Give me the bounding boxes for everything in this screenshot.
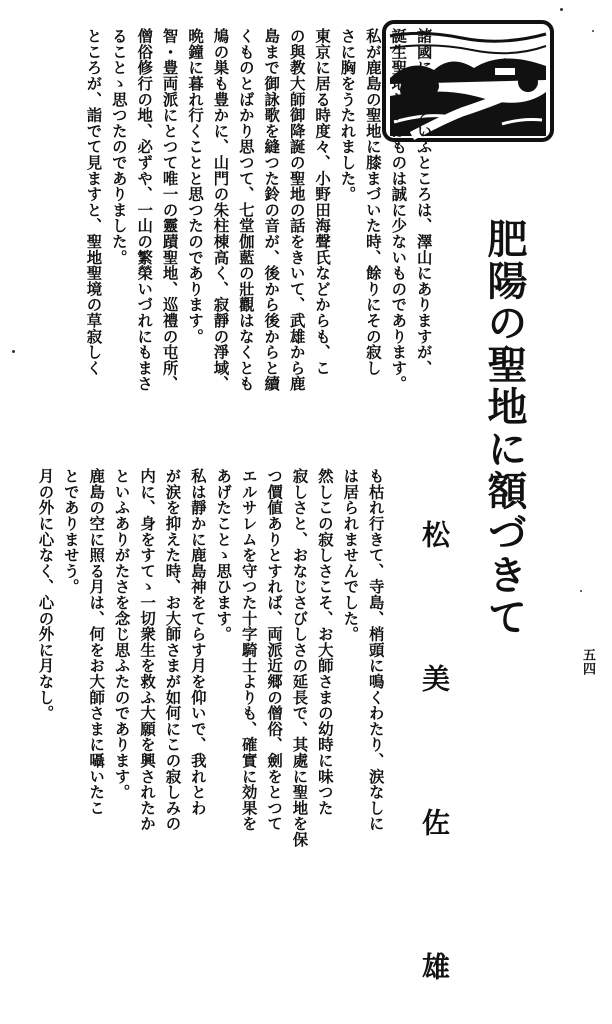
scan-speck bbox=[560, 8, 563, 11]
text-line: エルサレムを守つた十字騎士よりも、確實に効果を bbox=[239, 468, 258, 832]
text-line: 私は靜かに鹿島神をてらす月を仰いで、我れとわ bbox=[188, 468, 207, 816]
scan-speck bbox=[12, 350, 15, 353]
text-line: ところが、詣でて見ますと、聖地聖境の草寂しく bbox=[84, 28, 103, 376]
text-line: 然しこの寂しさこそ、お大師さまの幼時に味つた bbox=[315, 468, 334, 816]
text-line: 晩鐘に暮れ行くことと思つたのであります。 bbox=[186, 28, 205, 344]
text-line: 月の外に心なく、心の外に月なし。 bbox=[36, 468, 55, 721]
text-line: 東京に居る時度々、小野田海聲氏などからも、こ bbox=[313, 28, 332, 376]
text-line: ることゝ思つたのでありました。 bbox=[109, 28, 128, 265]
text-line: 私が鹿島の聖地に膝まづいた時、餘りにその寂し bbox=[363, 28, 382, 376]
text-line: あげたことゝ思ひます。 bbox=[214, 468, 233, 642]
text-line: 島まで御詠歌を縫つた鈴の音が、後から後からと續 bbox=[262, 28, 281, 392]
text-line: 内に、身をすてゝ一切衆生を救ふ大願を興されたか bbox=[138, 468, 157, 832]
text-line: 鳩の巣も豊かに、山門の朱柱棟高く、寂靜の淨域、 bbox=[211, 28, 230, 392]
body-text-bottom bbox=[32, 468, 388, 863]
text-line: 智・豊両派にとつて唯一の靈蹟聖地、巡禮の屯所、 bbox=[160, 28, 179, 392]
text-line: 僧俗修行の地、必ずや、一山の繁榮いづれにもまさ bbox=[135, 28, 154, 392]
text-line: 鹿島の空に照る月は、何をお大師さまに囁いたこ bbox=[87, 468, 106, 816]
text-line: も枯れ行きて、寺島、梢頭に鳴くわたり、涙なしに bbox=[366, 468, 385, 832]
page-number: 五四 bbox=[580, 648, 595, 676]
body-text-top bbox=[80, 28, 436, 408]
author-name: 松 美 佐 雄 bbox=[418, 520, 451, 1024]
scan-speck bbox=[580, 590, 582, 592]
text-line: が涙を抑えた時、お大師さまが如何にこの寂しみの bbox=[163, 468, 182, 832]
text-line: の與教大師御降誕の聖地の話をきいて、武雄から鹿 bbox=[287, 28, 306, 392]
text-line: 諸國に靈場といふところは、澤山にありますが、 bbox=[414, 28, 433, 376]
text-line: は居られませんでした。 bbox=[341, 468, 360, 642]
text-line: 誕生聖地といふものは誠に少ないものであります。 bbox=[389, 28, 408, 392]
text-line: さに胸をうたれました。 bbox=[338, 28, 357, 202]
scan-speck bbox=[592, 30, 594, 32]
text-line: くものとばかり思つて、七堂伽藍の壯觀はなくとも bbox=[236, 28, 255, 392]
text-line: つ價値ありとすれば、両派近郷の僧俗、劍をとつて bbox=[265, 468, 284, 832]
article-title: 肥陽の聖地に額づきて bbox=[481, 218, 528, 638]
text-line: 寂しさと、おなじさびしさの延長で、其處に聖地を保 bbox=[290, 468, 309, 848]
text-line: とでありませう。 bbox=[61, 468, 80, 595]
text-line: といふありがたさを念じ思ふたのであります。 bbox=[112, 468, 131, 800]
